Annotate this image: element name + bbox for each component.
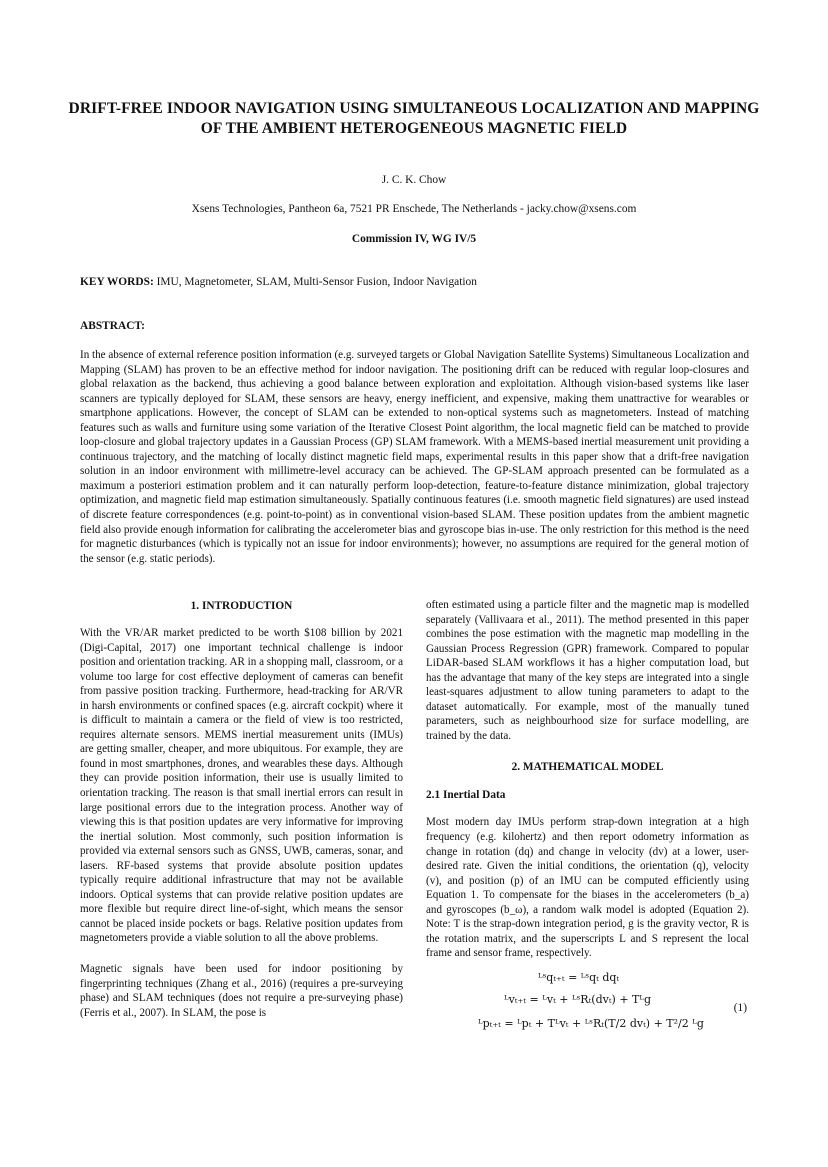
left-column [80,598,403,1020]
equation-position: ᴸpₜ₊ₜ = ᴸpₜ + Tᴸvₜ + ᴸˢRₜ(T/2 dvₜ) + T²/2 ᴸg [478,1016,704,1030]
intro-paragraph-1: With the VR/AR market predicted to be worth $108 billion by 2021 (Digi-Capital, 2017) one important technical challenge is indoor position and orientation tracking. AR in a shopping mall, classroom, or a volume too large for cost effective deployment of cameras can benefit from passive position tracking. Furthermore, head-tracking for AR/VR in harsh environments or confined spaces (e.g. aircraft cockpit) where it is difficult to maintain a camera or the field of view is too restricted, requires alternate sensors. MEMS inertial measurement units (IMUs) are getting smaller, cheaper, and more ubiquitous. For example, they are found in most smartphones, drones, and wearables these days. Although they can provide position information, their use is usually limited to orientation tracking. The reason is that small inertial errors can result in large positional errors due to the integration process. Another way of viewing this is that position updates are very informative for improving the inertial solution. Most commonly, such position information is provided via external sensors such as GNSS, UWB, cameras, sonar, and lasers. RF-based systems that provide absolute position updates typically require additional infrastructure that may not be available indoors. Optical systems that can provide relative position updates are more flexible but require direct line-of-sight, which means the sensor cannot be placed inside pockets or bags. Relative position updates from magnetometers provide a viable solution to all the above problems. [80,627,403,945]
intro-paragraph-2: Magnetic signals have been used for indoor positioning by fingerprinting techniques (Zhang et al., 2016) (requires a pre-surveying phase) and SLAM techniques (does not require a pre-surveying phase) (Ferris et al., 2007). In SLAM, the pose is [80,963,403,1019]
keywords-list: IMU, Magnetometer, SLAM, Multi-Sensor Fusion, Indoor Navigation [156,276,477,288]
commission-label: Commission IV, WG IV/5 [351,233,477,245]
equation-number: (1) [733,1001,747,1014]
author-name: J. C. K. Chow [381,174,447,186]
math-model-heading: 2. MATHEMATICAL MODEL [511,761,664,774]
inertial-paragraph: Most modern day IMUs perform strap-down integration at a high frequency (e.g. kilohertz) and then report odometry information as change in rotation (dq) and change in velocity (dv) at a lower, user-desired rate. Given the initial conditions, the orientation (q), velocity (v), and position (p) of an IMU can be computed efficiently using Equation 1. To compensate for the biases in the accelerometers (b_a) and gyroscopes (b_ω), a random walk model is adopted (Equation 2). Note: T is the strap-down integration period, g is the gravity vector, R is the rotation matrix, and the superscripts L and S represent the local frame and sensor frame, respectively. [426,816,749,960]
right-column [426,598,749,1043]
abstract-text: In the absence of external reference position information (e.g. surveyed targets or Global Navigation Satellite Systems) Simultaneous Localization and Mapping (SLAM) has proven to be an effective method for indoor navigation. The positioning drift can be reduced with regular loop-closures and global relaxation as the backend, thus achieving a good balance between exploration and exploitation. Although vision-based systems like laser scanners are typically deployed for SLAM, these sensors are heavy, energy inefficient, and expensive, making them unattractive for wearables or smartphone applications. However, the concept of SLAM can be extended to non-optical systems such as magnetometers. Instead of matching features such as walls and furniture using some variation of the Iterative Closest Point algorithm, the local magnetic field can be matched to provide loop-closure and global trajectory updates in a Gaussian Process (GP) SLAM framework. With a MEMS-based inertial measurement unit providing a continuous trajectory, and the matching of locally distinct magnetic field maps, experimental results in this paper show that a drift-free navigation solution in an indoor environment with millimetre-level accuracy can be achieved. The GP-SLAM approach presented can be formulated as a maximum a posteriori estimation problem and it can naturally perform loop-detection, feature-to-feature distance minimization, global trajectory optimization, and magnetic field map estimation simultaneously. Spatially continuous features (i.e. smooth magnetic field signatures) are used instead of discrete feature correspondences (e.g. point-to-point) as in conventional vision-based SLAM. These position updates from the ambient magnetic field also provide enough information for calibrating the accelerometer bias and gyroscope bias in-use. The only restriction for this method is the need for magnetic disturbances (which is typically not an issue for indoor environments); however, no assumptions are required for the general motion of the sensor (e.g. static periods). [80,349,749,565]
paper-title: DRIFT-FREE INDOOR NAVIGATION USING SIMULTANEOUS LOCALIZATION AND MAPPING OF THE AMBIENT HETEROGENEOUS MAGNETIC FIELD [68,100,760,137]
abstract-heading: ABSTRACT: [80,320,145,332]
keywords-line [80,276,760,288]
intro-paragraph-3: often estimated using a particle filter and the magnetic map is modelled separately (Vallivaara et al., 2011). The method presented in this paper combines the pose estimation with the magnetic map modelling in the Gaussian Process Regression (GPR) framework. Compared to popular LiDAR-based SLAM workflows it has a higher computation load, but has the advantage that many of the key steps are integrated into a single least-squares adjustment to allow tuning parameters to adapt to the dataset automatically. For example, most of the manually tuned parameters, such as neighbourhood size for surface modelling, are trained by the data. [426,599,749,742]
equation-velocity: ᴸvₜ₊ₜ = ᴸvₜ + ᴸˢRₜ(dvₜ) + Tᴸg [504,992,652,1006]
equation-orientation: ᴸˢqₜ₊ₜ = ᴸˢqₜ dqₜ [538,970,620,984]
equation-block [426,971,749,1043]
author-affiliation: Xsens Technologies, Pantheon 6a, 7521 PR Enschede, The Netherlands - jacky.chow@xsens.com [191,203,637,215]
keywords-label: KEY WORDS: [80,276,154,288]
inertial-data-heading: 2.1 Inertial Data [426,789,506,802]
intro-heading: 1. INTRODUCTION [190,600,293,612]
